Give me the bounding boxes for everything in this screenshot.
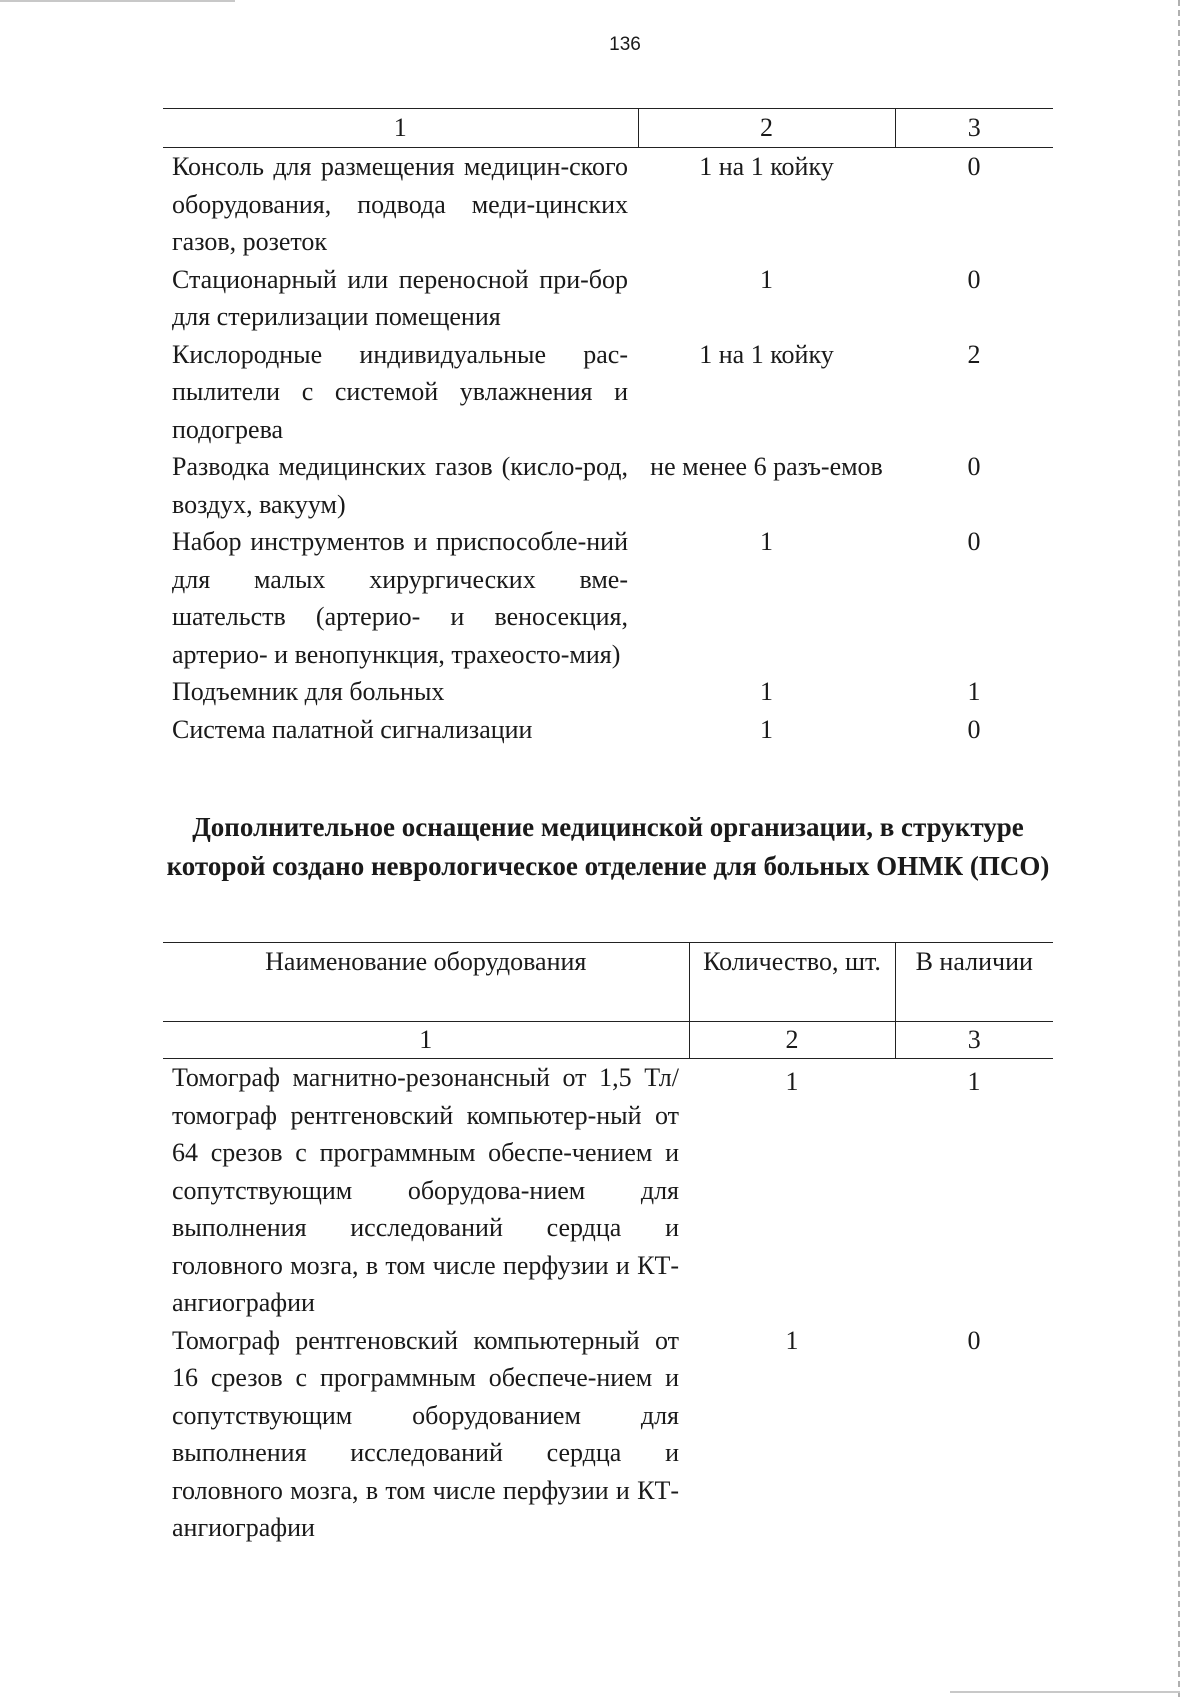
table-row (163, 711, 1053, 749)
equipment-quantity: 1 (785, 1067, 799, 1096)
equipment-table-continued (163, 108, 1053, 748)
column-number-3: 3 (895, 1022, 1053, 1059)
equipment-available: 0 (967, 1325, 981, 1355)
table-row (163, 1059, 1053, 1322)
table-row (163, 1322, 1053, 1547)
additional-equipment-table (163, 942, 1053, 1547)
equipment-quantity: 1 (785, 1325, 799, 1355)
column-number-2: 2 (638, 109, 895, 148)
column-number-2: 2 (689, 1022, 895, 1059)
equipment-name: Консоль для размещения медицин-ского оборудования, подвода меди-цинских газов, розеток (172, 152, 628, 256)
equipment-name: Подъемник для больных (172, 677, 445, 706)
scan-artifact-top (0, 0, 235, 2)
equipment-quantity: 1 (760, 527, 773, 556)
equipment-available: 0 (967, 527, 981, 556)
equipment-available: 0 (967, 714, 981, 744)
table-header-row (163, 109, 1053, 148)
equipment-quantity: 1 на 1 койку (699, 339, 834, 369)
equipment-available: 0 (967, 152, 981, 181)
equipment-name: Система палатной сигнализации (172, 714, 533, 744)
table-row (163, 148, 1053, 261)
equipment-name: Стационарный или переносной при-бор для стерилизации помещения (172, 264, 628, 331)
equipment-name: Набор инструментов и приспособле-ний для малых хирургических вме-шательств (артерио- и веносекция, артерио- и венопункция, трахеосто-мия) (172, 527, 628, 669)
equipment-name: Томограф рентгеновский компьютерный от 16 срезов с программным обеспече-нием и сопутствующим оборудованием для выполнения исследований сердца и головного мозга, в том числе перфузии и КТ-ангиографии (172, 1325, 679, 1542)
equipment-quantity: 1 на 1 койку (699, 152, 834, 181)
equipment-quantity: 1 (760, 714, 773, 744)
table-number-row (163, 1022, 1053, 1059)
section-heading: Дополнительное оснащение медицинской организации, в структуре которой создано неврологическое отделение для больных ОНМК (ПСО) (166, 812, 1050, 881)
table-row (163, 448, 1053, 523)
column-number-1: 1 (163, 109, 638, 148)
table-row (163, 523, 1053, 673)
equipment-name: Разводка медицинских газов (кисло-род, воздух, вакуум) (172, 452, 628, 519)
table-header-row (163, 943, 1053, 1022)
equipment-name: Томограф магнитно-резонансный от 1,5 Тл/томограф рентгеновский компьютер-ный от 64 срезов с программным обеспе-чением и сопутствующим оборудова-нием для выполнения исследований сердца и головного мозга, в том числе перфузии и КТ-ангиографии (172, 1063, 679, 1317)
equipment-available: 1 (967, 677, 981, 706)
column-header-available: В наличии (895, 943, 1053, 1022)
equipment-available: 0 (967, 264, 981, 294)
scan-artifact-bottom (950, 1691, 1180, 1693)
equipment-quantity: 1 (760, 677, 773, 706)
equipment-available: 1 (967, 1067, 981, 1096)
equipment-available: 0 (967, 452, 981, 481)
column-number-3: 3 (895, 109, 1053, 148)
equipment-name: Кислородные индивидуальные рас-пылители с системой увлажнения и подогрева (172, 339, 628, 444)
scan-artifact-right-edge (1176, 0, 1180, 1697)
page-number: 136 (609, 34, 641, 55)
column-header-quantity: Количество, шт. (689, 943, 895, 1022)
equipment-quantity: 1 (760, 264, 773, 294)
equipment-quantity: не менее 6 разъ-емов (650, 452, 883, 481)
table-row (163, 673, 1053, 711)
column-number-1: 1 (163, 1022, 689, 1059)
table-row (163, 336, 1053, 449)
column-header-name: Наименование оборудования (163, 943, 689, 1022)
equipment-available: 2 (967, 339, 981, 369)
table-row (163, 261, 1053, 336)
